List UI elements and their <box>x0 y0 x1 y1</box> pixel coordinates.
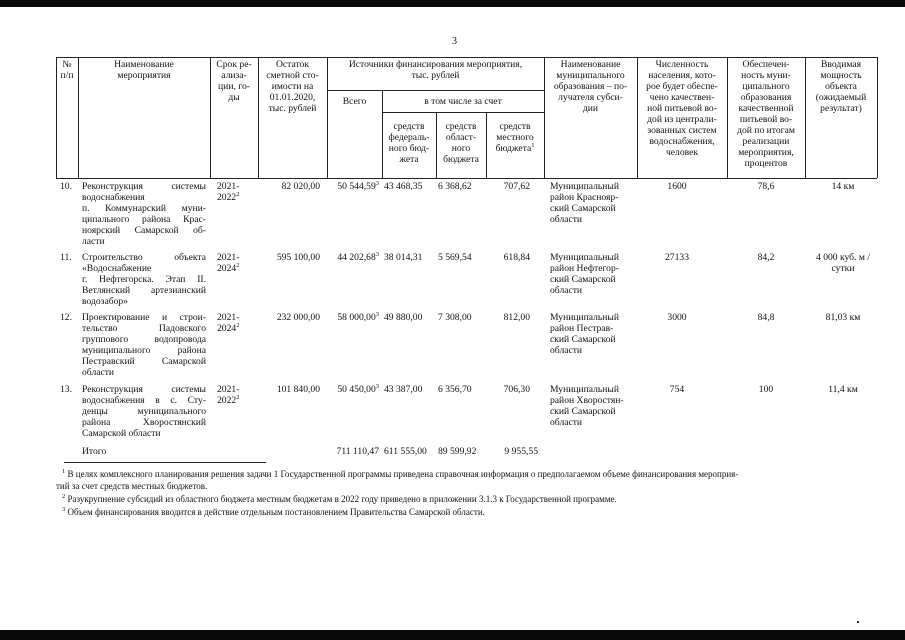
page-number: 3 <box>452 36 457 47</box>
totals-obl: 89 599,92 <box>438 446 477 457</box>
row-cap: 11,4 км <box>828 384 858 395</box>
row-mun: Муниципальный район Нефтегор- ский Самарской области <box>550 252 619 296</box>
header-cap: Вводимая мощность объекта (ожидаемый результат) <box>815 59 867 114</box>
header-incl: в том числе за счет <box>424 96 502 107</box>
table-top-rule <box>56 57 877 58</box>
row-rest: 595 100,00 <box>276 252 320 263</box>
row-loc: 706,30 <box>503 384 530 395</box>
header-mun: Наименование муниципального образования – по- лучателя субси- дии <box>553 59 628 114</box>
header-prov: Обеспечен- ность муни- ципального образования качественной питьевой во- дой по итогам реализации мероприятия, процентов <box>737 59 795 169</box>
footnote-1-line: тий за счет средств местных бюджетов. <box>56 481 208 491</box>
row-obl: 7 308,00 <box>438 312 472 323</box>
row-fed: 43 468,35 <box>384 181 423 192</box>
row-cap: 4 000 куб. м / сутки <box>816 252 870 274</box>
totals-fed: 611 555,00 <box>384 446 427 457</box>
row-prov: 84,2 <box>757 252 775 263</box>
row-mun: Муниципальный район Пестрав- ский Самарской области <box>550 312 619 356</box>
row-loc: 812,00 <box>503 312 530 323</box>
footnote-mark: 3 <box>62 506 66 513</box>
row-pop: 27133 <box>665 252 689 263</box>
incl-header-rule <box>382 112 544 113</box>
header-loc: средств местного бюджета$^1$ <box>495 121 535 154</box>
row-term: 2021- 2024$^2$ <box>217 252 240 274</box>
row-mun: Муниципальный район Хворостян- ский Самарской области <box>550 384 624 428</box>
row-cap: 14 км <box>831 181 855 192</box>
row-term: 2021- 2022$^2$ <box>217 181 240 203</box>
totals-total: 711 110,47 <box>336 446 379 457</box>
row-pop: 754 <box>669 384 685 395</box>
row-term: 2021- 2022$^2$ <box>217 384 240 406</box>
row-prov: 78,6 <box>757 181 775 192</box>
header-total: Всего <box>342 96 367 107</box>
row-num: 10. <box>60 181 72 192</box>
header-bottom-rule <box>56 178 877 179</box>
totals-loc: 9 955,55 <box>504 446 538 457</box>
footnote-rule <box>64 462 266 463</box>
row-num: 13. <box>60 384 72 395</box>
row-fed: 43 387,00 <box>384 384 423 395</box>
header-term: Срок ре- ализа- ции, го- ды <box>216 59 252 103</box>
row-prov: 84,8 <box>757 312 775 323</box>
scan-top-border <box>0 0 905 7</box>
row-num: 11. <box>60 252 72 263</box>
row-total: 44 202,68$^3$ <box>337 250 379 263</box>
row-obl: 6 356,70 <box>438 384 472 395</box>
row-name: Проектирование и строи- тельство Падовского группового водопровода муниципального района Пестравский Самарской области <box>82 312 206 378</box>
row-fed: 38 014,31 <box>384 252 423 263</box>
header-fed: средств федераль- ного бюд- жета <box>388 121 430 165</box>
footnote-3-line: $^3$ Объем финансирования вводится в действие отдельным постановлением Правительства Самарской области. <box>62 506 485 517</box>
footnote-mark: 1 <box>62 468 66 475</box>
row-fed: 49 880,00 <box>384 312 423 323</box>
scan-speck <box>857 621 859 623</box>
row-rest: 82 020,00 <box>281 181 320 192</box>
row-loc: 618,84 <box>503 252 530 263</box>
row-mun: Муниципальный район Краснояр- ский Самарской области <box>550 181 619 225</box>
col-end-rule <box>877 57 878 178</box>
row-rest: 232 000,00 <box>276 312 320 323</box>
footnote-1-line: $^1$ В целях комплексного планирования решения задачи 1 Государственной программы приведена справочная информация о предполагаемом объеме финансирования мероприя- <box>62 468 739 479</box>
row-rest: 101 840,00 <box>276 384 320 395</box>
row-num: 12. <box>60 312 72 323</box>
row-total: 58 000,00$^3$ <box>337 310 379 323</box>
row-total: 50 544,59$^3$ <box>337 179 379 192</box>
row-prov: 100 <box>758 384 774 395</box>
header-rest: Остаток сметной сто- имости на 01.01.2020, тыс. рублей <box>266 59 319 114</box>
row-term: 2021- 2024$^2$ <box>217 312 240 334</box>
footnote-2-line: $^2$ Разукрупнение субсидий из областного бюджета местным бюджетам в 2022 году приведено в приложении 3.1.3 к Государственной программе. <box>62 493 617 504</box>
header-sources: Источники финансирования мероприятия, тыс. рублей <box>348 59 523 81</box>
row-pop: 3000 <box>667 312 687 323</box>
row-cap: 81,03 км <box>825 312 861 323</box>
header-pop: Численность населения, кото- рое будет обеспе- чено качествен- ной питьевой во- дой из централи- зованных систем водоснабжения, человек <box>646 59 718 158</box>
footnote-mark: 2 <box>62 493 66 500</box>
sources-header-rule <box>327 90 544 91</box>
row-total: 50 450,00$^3$ <box>337 382 379 395</box>
row-obl: 5 569,54 <box>438 252 472 263</box>
row-name: Реконструкция системы водоснабжения в с. Сту- денцы муниципального района Хворостянский Самарской области <box>82 384 206 439</box>
header-name: Наименование мероприятия <box>114 59 174 81</box>
header-obl: средств област- ного бюджета <box>443 121 479 165</box>
row-name: Строительство объекта «Водоснабжение г. Нефтегорска. Этап II. Ветлянский артезианский водозабор» <box>82 252 206 307</box>
row-name: Реконструкция системы водоснабжения п. Коммунарский муни- ципального района Крас- ноярский Самарской об- ласти <box>82 181 206 247</box>
row-pop: 1600 <box>667 181 687 192</box>
row-loc: 707,62 <box>503 181 530 192</box>
header-num: № п/п <box>60 59 74 81</box>
scan-bottom-border <box>0 630 905 640</box>
row-obl: 6 368,62 <box>438 181 472 192</box>
totals-label: Итого <box>82 446 107 457</box>
